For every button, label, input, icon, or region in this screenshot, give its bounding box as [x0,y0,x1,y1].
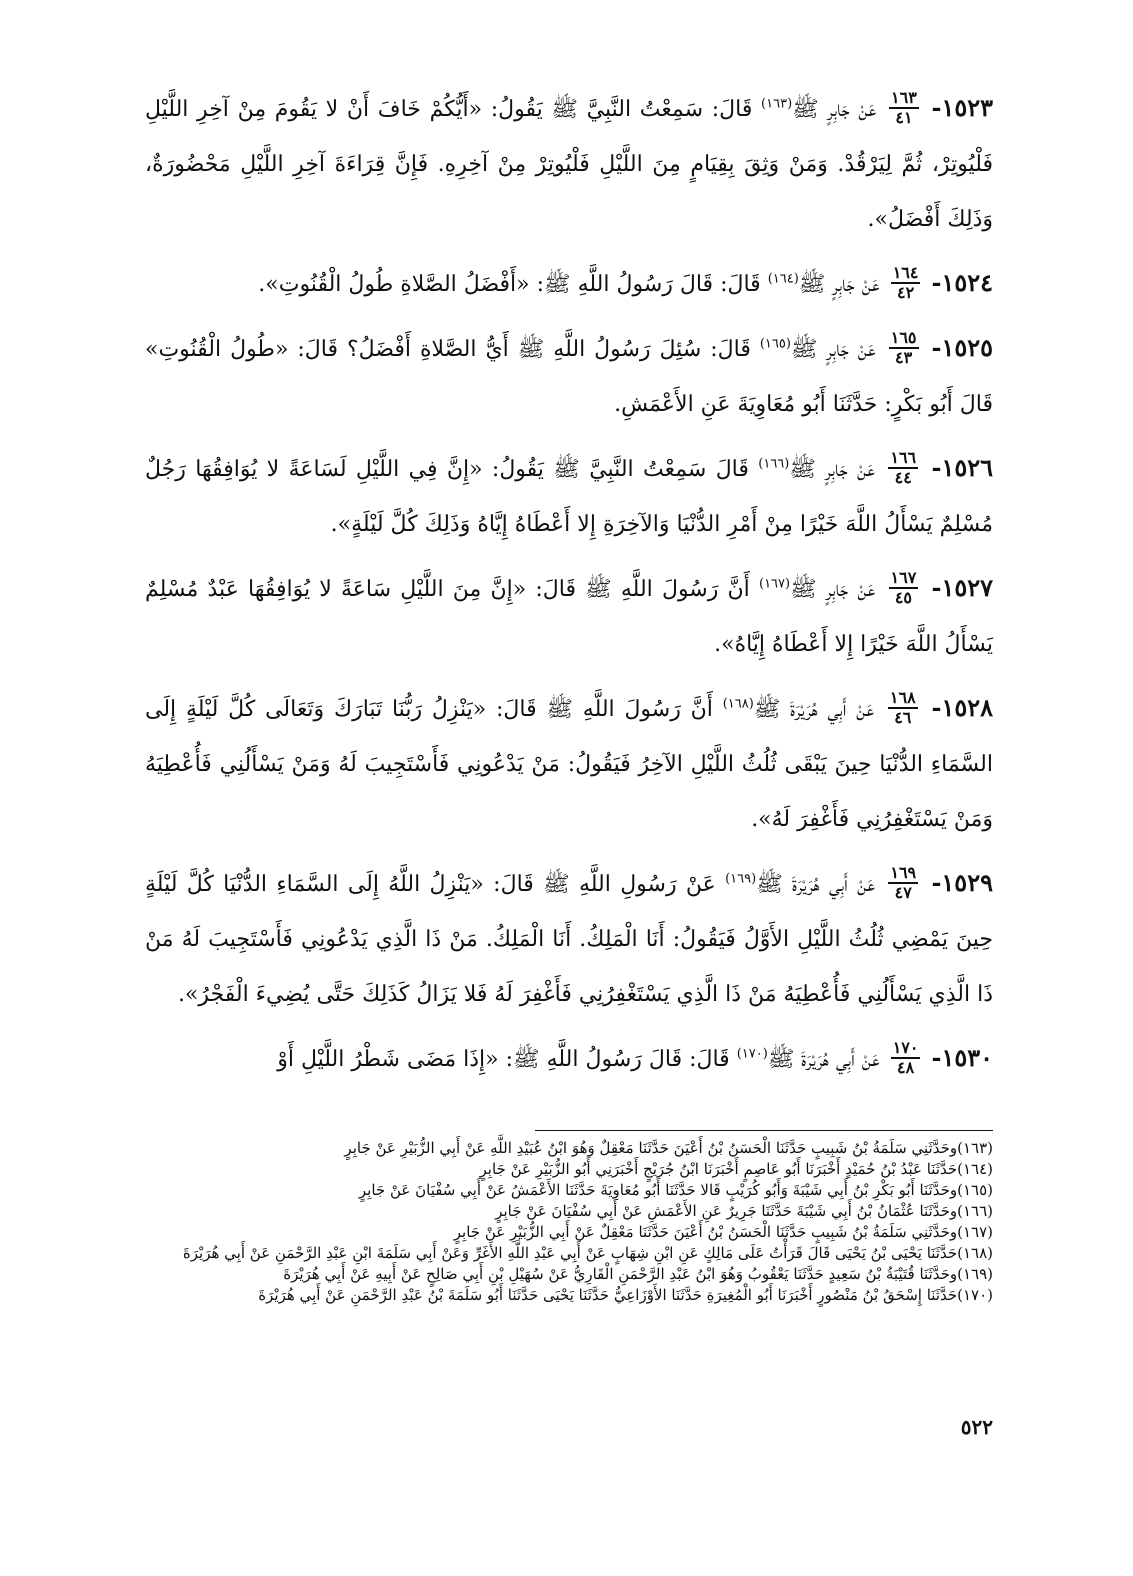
hadith-fraction: $\frac{١٦٩}{٤٧}$ [890,863,917,902]
footnote-163: (١٦٣)وحَدَّثَنِي سَلَمَةُ بْنُ شَبِيبٍ حَدَّثَنَا الْحَسَنُ بْنُ أَعْيَنَ حَدَّثَنَا مَعْقِلٌ وَهُوَ ابْنُ عُبَيْدِ اللَّهِ عَنْ أَبِي الزُّبَيْرِ عَنْ جَابِرٍ [344,1139,993,1157]
hadith-number: ١٥٢٥- [931,333,994,362]
hadith-fraction: $\frac{١٦٤}{٤٢}$ [892,263,919,302]
footnotes [145,1138,993,1306]
hadith-fraction: $\frac{١٦٣}{٤١}$ [891,88,917,127]
hadith-fraction: $\frac{١٧٠}{٤٨}$ [892,1038,919,1077]
hadith-narrator: عَنْ أَبِي هُرَيْرَةَ ﷺ [753,697,875,722]
footnote-ref[interactable]: (١٦٧) [758,576,791,592]
hadith-fraction: $\frac{١٦٧}{٤٥}$ [890,568,917,607]
footnote-divider [535,1130,993,1131]
hadith-number: ١٥٣٠- [931,1043,993,1072]
hadith-number: ١٥٢٧- [931,573,993,602]
footnote-169: (١٦٩)وحَدَّثَنَا قُتَيْبَةُ بْنُ سَعِيدٍ حَدَّثَنَا يَعْقُوبُ وَهُوَ ابْنُ عَبْدِ الرَّحْمَنِ الْقَارِيُّ عَنْ سُهَيْلِ بْنِ أَبِي صَالِحٍ عَنْ أَبِيهِ عَنْ أَبِي هُرَيْرَةَ [283,1265,993,1283]
footnote-ref[interactable]: (١٦٥) [759,336,791,352]
hadith-text: قَالَ: سَمِعْتُ النَّبِيَّ ﷺ يَقُولُ: «أَيُّكُمْ خَافَ أَنْ لا يَقُومَ مِنْ آخِرِ اللَّيْلِ فَلْيُوتِرْ، ثُمَّ لِيَرْقُدْ. وَمَنْ وَثِقَ بِقِيَامٍ مِنَ اللَّيْلِ فَلْيُوتِرْ مِنْ آخِرِهِ. فَإِنَّ قِرَاءَةَ آخِرِ اللَّيْلِ مَحْضُورَةٌ، وَذَلِكَ أَفْضَلُ». [145,97,993,232]
hadith-narrator: عَنْ جَابِرٍ ﷺ [790,577,876,602]
footnote-ref[interactable]: (١٦٨) [722,696,754,712]
footnote-ref[interactable]: (١٦٣) [761,96,793,112]
hadith-fraction: $\frac{١٦٨}{٤٦}$ [889,688,916,727]
document-page [145,80,993,1500]
hadith-1526 [145,440,993,552]
hadith-text: أَنَّ رَسُولَ اللَّهِ ﷺ قَالَ: «يَنْزِلُ رَبُّنَا تَبَارَكَ وَتَعَالَى كُلَّ لَيْلَةٍ إِلَى السَّمَاءِ الدُّنْيَا حِينَ يَبْقَى ثُلُثُ اللَّيْلِ الآخِرُ فَيَقُولُ: مَنْ يَدْعُونِي فَأَسْتَجِيبَ لَهُ وَمَنْ يَسْأَلُنِي فَأُعْطِيَهُ وَمَنْ يَسْتَغْفِرُنِي فَأَغْفِرَ لَهُ». [145,697,993,832]
hadith-1530 [145,1030,993,1087]
hadith-number: ١٥٢٦- [931,453,994,482]
hadith-text: عَنْ رَسُولِ اللَّهِ ﷺ قَالَ: «يَنْزِلُ اللَّهُ إِلَى السَّمَاءِ الدُّنْيَا كُلَّ لَيْلَةٍ حِينَ يَمْضِي ثُلُثُ اللَّيْلِ الأَوَّلُ فَيَقُولُ: أَنَا الْمَلِكُ. أَنَا الْمَلِكُ. مَنْ ذَا الَّذِي يَدْعُونِي فَأَسْتَجِيبَ لَهُ مَنْ ذَا الَّذِي يَسْأَلُنِي فَأُعْطِيَهُ مَنْ ذَا الَّذِي يَسْتَغْفِرُنِي فَأَغْفِرَ لَهُ فَلا يَزَالُ كَذَلِكَ حَتَّى يُضِيءَ الْفَجْرُ». [145,872,993,1007]
footnote-ref[interactable]: (١٦٤) [767,271,799,287]
hadith-1525 [145,320,993,432]
hadith-number: ١٥٢٣- [931,93,994,122]
footnote-167: (١٦٧)وحَدَّثَنِي سَلَمَةُ بْنُ شَبِيبٍ حَدَّثَنَا الْحَسَنُ بْنُ أَعْيَنَ حَدَّثَنَا مَعْقِلٌ عَنْ أَبِي الزُّبَيْرِ عَنْ جَابِرٍ [453,1223,993,1241]
hadith-narrator: عَنْ جَابِرٍ ﷺ [789,457,875,482]
footnote-166: (١٦٦)وحَدَّثَنَا عُثْمَانُ بْنُ أَبِي شَيْبَةَ حَدَّثَنَا جَرِيرٌ عَنِ الأَعْمَشِ عَنْ أَبِي سُفْيَانَ عَنْ جَابِرٍ [495,1202,993,1220]
hadith-narrator: عَنْ جَابِرٍ ﷺ [792,97,877,122]
footnote-ref[interactable]: (١٧٠) [736,1046,768,1062]
hadith-narrator: عَنْ جَابِرٍ ﷺ [790,337,876,362]
hadith-text: قَالَ سَمِعْتُ النَّبِيَّ ﷺ يَقُولُ: «إِنَّ فِي اللَّيْلِ لَسَاعَةً لا يُوَافِقُهَا رَجُلٌ مُسْلِمٌ يَسْأَلُ اللَّهَ خَيْرًا مِنْ أَمْرِ الدُّنْيَا وَالآخِرَةِ إِلا أَعْطَاهُ إِيَّاهُ وَذَلِكَ كُلَّ لَيْلَةٍ». [145,457,993,537]
hadith-fraction: $\frac{١٦٥}{٤٣}$ [890,328,917,367]
hadith-narrator: عَنْ أَبِي هُرَيْرَةَ ﷺ [756,872,876,897]
hadith-number: ١٥٢٩- [931,868,993,897]
hadith-text: قَالَ: سُئِلَ رَسُولُ اللَّهِ ﷺ أَيُّ الصَّلاةِ أَفْضَلُ؟ قَالَ: «طُولُ الْقُنُوتِ» قَالَ أَبُو بَكْرٍ: حَدَّثَنَا أَبُو مُعَاوِيَةَ عَنِ الأَعْمَشِ. [145,337,993,417]
footnote-ref[interactable]: (١٦٦) [758,456,790,472]
page-number: ٥٢٢ [960,1415,993,1439]
footnote-164: (١٦٤)حَدَّثَنَا عَبْدُ بْنُ حُمَيْدٍ أَخْبَرَنَا أَبُو عَاصِمٍ أَخْبَرَنَا ابْنُ جُرَيْجٍ أَخْبَرَنِي أَبُو الزُّبَيْرِ عَنْ جَابِرٍ [479,1160,993,1178]
hadith-narrator: عَنْ أَبِي هُرَيْرَةَ ﷺ [767,1047,880,1072]
hadith-1528 [145,680,993,847]
hadith-text: قَالَ: قَالَ رَسُولُ اللَّهِ ﷺ: «أَفْضَلُ الصَّلاةِ طُولُ الْقُنُوتِ». [258,272,768,297]
footnote-168: (١٦٨)حَدَّثَنَا يَحْيَى بْنُ يَحْيَى قَالَ قَرَأْتُ عَلَى مَالِكٍ عَنِ ابْنِ شِهَابٍ عَنْ أَبِي عَبْدِ اللَّهِ الأَغَرِّ وَعَنْ أَبِي سَلَمَةَ ابْنِ عَبْدِ الرَّحْمَنِ عَنْ أَبِي هُرَيْرَةَ [182,1244,993,1262]
hadith-fraction: $\frac{١٦٦}{٤٤}$ [890,448,917,487]
hadith-1524 [145,255,993,312]
footnote-ref[interactable]: (١٦٩) [725,871,757,887]
hadith-text: أَنَّ رَسُولَ اللَّهِ ﷺ قَالَ: «إِنَّ مِنَ اللَّيْلِ سَاعَةً لا يُوَافِقُهَا عَبْدٌ مُسْلِمٌ يَسْأَلُ اللَّهَ خَيْرًا إِلا أَعْطَاهُ إِيَّاهُ». [145,577,993,657]
hadith-number: ١٥٢٨- [931,693,993,722]
hadith-1523 [145,80,993,247]
footnote-165: (١٦٥)وحَدَّثَنَا أَبُو بَكْرِ بْنُ أَبِي شَيْبَةَ وَأَبُو كُرَيْبٍ قَالا حَدَّثَنَا أَبُو مُعَاوِيَةَ حَدَّثَنَا الأَعْمَشُ عَنْ أَبِي سُفْيَانَ عَنْ جَابِرٍ [358,1181,993,1199]
hadith-1529 [145,855,993,1022]
footnote-170: (١٧٠)حَدَّثَنَا إِسْحَقُ بْنُ مَنْصُورٍ أَخْبَرَنَا أَبُو الْمُغِيرَةِ حَدَّثَنَا الأَوْزَاعِيُّ حَدَّثَنَا يَحْيَى حَدَّثَنَا أَبُو سَلَمَةَ بْنُ عَبْدِ الرَّحْمَنِ عَنْ أَبِي هُرَيْرَةَ [258,1286,993,1304]
hadith-1527 [145,560,993,672]
hadith-text: قَالَ: قَالَ رَسُولُ اللَّهِ ﷺ: «إِذَا مَضَى شَطْرُ اللَّيْلِ أَوْ [277,1047,737,1072]
hadith-number: ١٥٢٤- [931,268,993,297]
hadith-narrator: عَنْ جَابِرٍ ﷺ [798,272,880,297]
